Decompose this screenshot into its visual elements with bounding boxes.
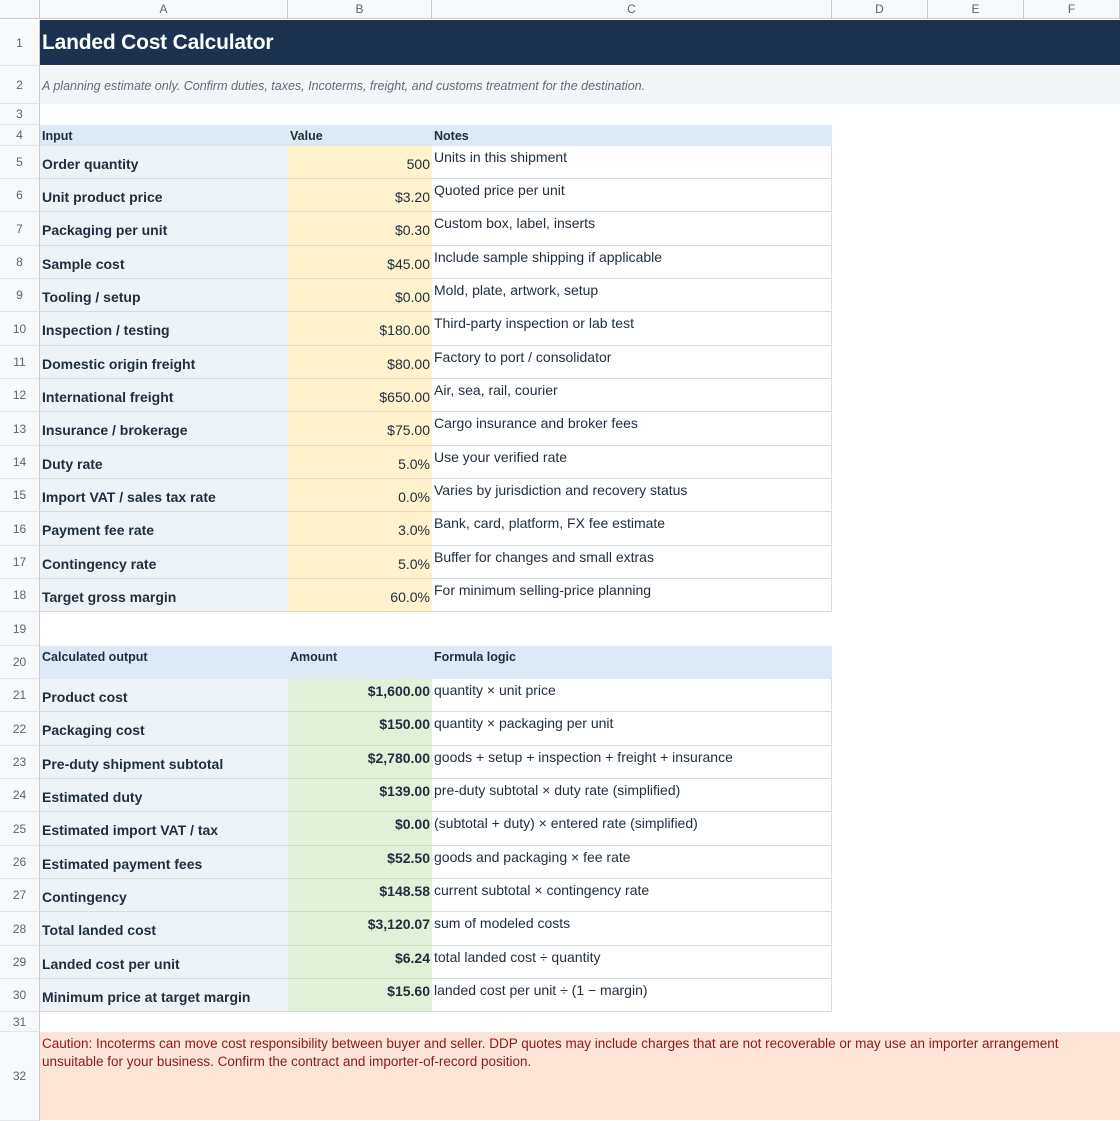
row-number: 21 [12,688,27,702]
row-header-23[interactable] [0,746,40,779]
inputs-note[interactable]: Custom box, label, inserts [432,212,832,246]
row-header-24[interactable] [0,779,40,812]
inputs-note[interactable]: Include sample shipping if applicable [432,246,832,279]
row-number: 19 [12,621,27,636]
inputs-label[interactable]: Sample cost [40,246,288,279]
inputs-value[interactable]: $650.00 [288,379,432,412]
inputs-note[interactable]: Cargo insurance and broker fees [432,412,832,446]
outputs-note[interactable]: landed cost per unit ÷ (1 − margin) [432,979,832,1012]
row-number: 12 [12,388,27,402]
row-header-16[interactable] [0,512,40,546]
row-header-7[interactable] [0,212,40,246]
outputs-label[interactable]: Product cost [40,679,288,712]
row-header-19[interactable] [0,612,40,646]
inputs-header-notes[interactable]: Notes [434,129,469,143]
inputs-note[interactable]: Third-party inspection or lab test [432,312,832,346]
inputs-note[interactable]: For minimum selling-price planning [432,579,832,612]
inputs-label[interactable]: Payment fee rate [40,512,288,546]
row-header-25[interactable] [0,812,40,846]
row-header-12[interactable] [0,379,40,412]
outputs-label[interactable]: Packaging cost [40,712,288,746]
inputs-value[interactable]: $0.00 [288,279,432,312]
row-header-1[interactable] [0,20,40,66]
row-header-2[interactable] [0,66,40,104]
row-header-3[interactable] [0,104,40,125]
row-header-6[interactable] [0,179,40,212]
outputs-label[interactable]: Contingency [40,879,288,912]
row-number: 27 [12,888,27,902]
inputs-label[interactable]: Domestic origin freight [40,346,288,379]
row-number: 20 [12,655,27,669]
column-header-a[interactable]: A [40,0,288,19]
inputs-note[interactable]: Mold, plate, artwork, setup [432,279,832,312]
row-header-28[interactable] [0,912,40,946]
inputs-value[interactable]: $180.00 [288,312,432,346]
inputs-value[interactable]: 5.0% [288,546,432,579]
outputs-value[interactable]: $139.00 [288,779,432,812]
outputs-note[interactable]: total landed cost ÷ quantity [432,946,832,979]
row-number: 28 [12,921,27,936]
row-header-15[interactable] [0,479,40,512]
inputs-value[interactable]: $80.00 [288,346,432,379]
column-header-d[interactable]: D [832,0,928,19]
inputs-note[interactable]: Air, sea, rail, courier [432,379,832,412]
row-number: 7 [16,221,23,236]
outputs-value[interactable]: $1,600.00 [288,679,432,712]
row-number: 3 [16,107,23,121]
outputs-label[interactable]: Estimated payment fees [40,846,288,879]
outputs-label[interactable]: Minimum price at target margin [40,979,288,1012]
row-header-22[interactable] [0,712,40,746]
row-number: 13 [12,421,27,436]
row-header-21[interactable] [0,679,40,712]
outputs-label[interactable]: Estimated duty [40,779,288,812]
inputs-note[interactable]: Varies by jurisdiction and recovery status [432,479,832,512]
inputs-note[interactable]: Use your verified rate [432,446,832,479]
outputs-value[interactable]: $148.58 [288,879,432,912]
column-header-e[interactable]: E [928,0,1024,19]
outputs-value[interactable]: $0.00 [288,812,432,846]
inputs-note[interactable]: Bank, card, platform, FX fee estimate [432,512,832,546]
row-number: 2 [16,77,23,92]
outputs-value[interactable]: $15.60 [288,979,432,1012]
inputs-value[interactable]: $75.00 [288,412,432,446]
inputs-label[interactable]: International freight [40,379,288,412]
row-header-30[interactable] [0,979,40,1012]
row-number: 25 [12,821,27,836]
row-number: 10 [12,321,27,336]
inputs-value[interactable]: 5.0% [288,446,432,479]
inputs-note[interactable]: Quoted price per unit [432,179,832,212]
row-number: 11 [13,355,26,369]
inputs-label[interactable]: Contingency rate [40,546,288,579]
sheet-title[interactable]: Landed Cost Calculator [42,31,274,54]
row-number: 18 [12,588,27,602]
outputs-header-value[interactable]: Amount [290,650,338,664]
inputs-value[interactable]: $3.20 [288,179,432,212]
column-header-b[interactable]: B [288,0,432,19]
row-number: 17 [12,555,27,569]
outputs-value[interactable]: $3,120.07 [288,912,432,946]
outputs-label[interactable]: Total landed cost [40,912,288,946]
row-header-31[interactable] [0,1012,40,1032]
inputs-label[interactable]: Tooling / setup [40,279,288,312]
outputs-label[interactable]: Estimated import VAT / tax [40,812,288,846]
outputs-note[interactable]: pre-duty subtotal × duty rate (simplified) [432,779,832,812]
outputs-value[interactable]: $2,780.00 [288,746,432,779]
row-header-4[interactable] [0,125,40,146]
outputs-note[interactable]: sum of modeled costs [432,912,832,946]
sheet-subtitle[interactable]: A planning estimate only. Confirm duties, taxes, Incoterms, freight, and customs treatment for the destination. [42,79,646,93]
row-number: 29 [12,955,27,969]
outputs-header-notes[interactable]: Formula logic [434,650,516,664]
row-header-5[interactable] [0,146,40,179]
row-number: 23 [12,755,27,769]
inputs-value[interactable]: 0.0% [288,479,432,512]
row-number: 16 [12,521,27,536]
row-header-13[interactable] [0,412,40,446]
outputs-header-label[interactable]: Calculated output [42,650,148,664]
inputs-note[interactable]: Units in this shipment [432,146,832,179]
row-number: 14 [12,455,27,469]
row-header-29[interactable] [0,946,40,979]
row-number: 5 [16,155,23,169]
row-number: 9 [16,288,23,302]
row-header-26[interactable] [0,846,40,879]
row-number: 24 [12,788,27,802]
row-number: 15 [12,488,27,502]
outputs-value[interactable]: $6.24 [288,946,432,979]
inputs-note[interactable]: Factory to port / consolidator [432,346,832,379]
inputs-value[interactable]: 3.0% [288,512,432,546]
column-header-f[interactable]: F [1024,0,1120,19]
outputs-note[interactable]: goods and packaging × fee rate [432,846,832,879]
row-number: 6 [16,188,23,202]
outputs-note[interactable]: quantity × packaging per unit [432,712,832,746]
row-number: 31 [12,1014,27,1029]
row-number: 1 [16,35,23,50]
row-header-18[interactable] [0,579,40,612]
outputs-label[interactable]: Landed cost per unit [40,946,288,979]
row-number: 32 [12,1069,27,1083]
row-header-20[interactable] [0,646,40,679]
row-number: 4 [16,128,23,142]
row-header-10[interactable] [0,312,40,346]
outputs-value[interactable]: $150.00 [288,712,432,746]
inputs-label[interactable]: Unit product price [40,179,288,212]
inputs-label[interactable]: Insurance / brokerage [40,412,288,446]
row-header-9[interactable] [0,279,40,312]
inputs-value[interactable]: 60.0% [288,579,432,612]
caution-text[interactable]: Caution: Incoterms can move cost responsibility between buyer and seller. DDP quotes may include charges that are not recoverable or may use an importer arrangement unsuitable for your business. Confirm the contract and importer-of-record position. [42,1036,1059,1069]
inputs-value[interactable]: $45.00 [288,246,432,279]
inputs-label[interactable]: Inspection / testing [40,312,288,346]
inputs-label[interactable]: Import VAT / sales tax rate [40,479,288,512]
outputs-note[interactable]: (subtotal + duty) × entered rate (simplified) [432,812,832,846]
inputs-header-label[interactable]: Input [42,129,73,143]
row-header-17[interactable] [0,546,40,579]
select-all-corner[interactable] [0,0,40,19]
inputs-label[interactable]: Target gross margin [40,579,288,612]
column-header-c[interactable]: C [432,0,832,19]
inputs-header-value[interactable]: Value [290,129,323,143]
outputs-value[interactable]: $52.50 [288,846,432,879]
inputs-value[interactable]: $0.30 [288,212,432,246]
inputs-value[interactable]: 500 [288,146,432,179]
row-number: 22 [12,721,27,736]
inputs-label[interactable]: Order quantity [40,146,288,179]
row-header-32[interactable] [0,1032,40,1121]
row-number: 26 [12,855,27,869]
outputs-note[interactable]: goods + setup + inspection + freight + insurance [432,746,832,779]
outputs-label[interactable]: Pre-duty shipment subtotal [40,746,288,779]
row-header-14[interactable] [0,446,40,479]
inputs-label[interactable]: Packaging per unit [40,212,288,246]
row-number: 30 [12,988,27,1002]
inputs-label[interactable]: Duty rate [40,446,288,479]
row-header-27[interactable] [0,879,40,912]
outputs-note[interactable]: current subtotal × contingency rate [432,879,832,912]
inputs-note[interactable]: Buffer for changes and small extras [432,546,832,579]
row-number: 8 [16,255,23,269]
row-header-11[interactable] [0,346,40,379]
row-header-8[interactable] [0,246,40,279]
outputs-note[interactable]: quantity × unit price [432,679,832,712]
